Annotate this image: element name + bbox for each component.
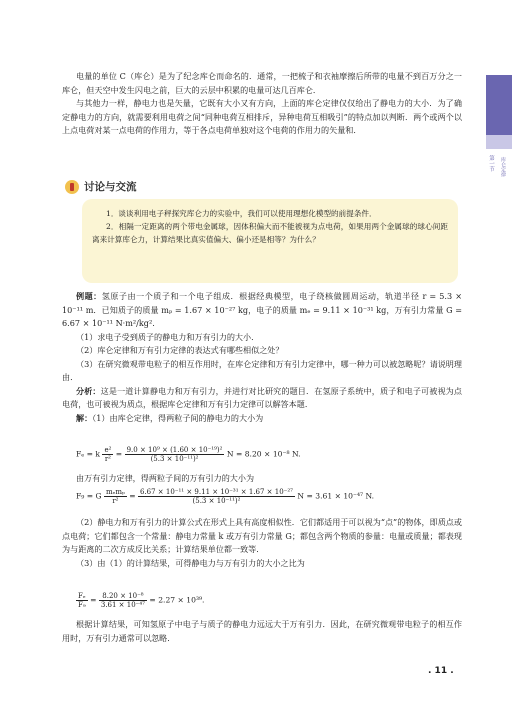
- gravitation-formula: F₉ = G $\frac{\text{mₑmₚ}}{\text{r²}}$ = $\frac{\text{6.67 × 10⁻¹¹ × 9.11 × 10⁻³¹ × 1.67 × 10⁻²⁷}}{\text{(5.3 × 10⁻¹¹)²}}$ N = 3.61 × 10⁻⁴⁷ N.: [76, 488, 375, 505]
- solution-step-1: [62, 412, 462, 426]
- example-section: [62, 290, 462, 425]
- fe-num-2: 9.0 × 10⁹ × (1.60 × 10⁻¹⁹)²: [126, 446, 223, 454]
- conclusion-block: [62, 618, 462, 645]
- fg-den-1: r²: [112, 497, 119, 505]
- fg-lhs: F₉ = G: [76, 491, 102, 501]
- analysis-text: 这是一道计算静电力和万有引力，并进行对比研究的题目．在氢原子系统中，质子和电子可被视为点电荷，也可被视为质点，根据库仑定律和万有引力定律可以解答本题．: [62, 385, 462, 409]
- fe-lhs: Fₑ = k: [76, 449, 101, 459]
- ratio-den-2: 3.61 × 10⁻⁴⁷: [100, 601, 145, 609]
- discussion-question-1: 1．谈谈利用电子秤探究库仑力的实验中，我们可以使用理想化模型的前提条件．: [106, 209, 377, 218]
- ratio-fraction-1: [76, 592, 88, 609]
- fe-result: N = 8.20 × 10⁻⁸ N.: [226, 449, 301, 459]
- chapter-tab-strip: [486, 135, 512, 149]
- side-title-label: 库仑定律: [500, 157, 506, 177]
- fe-den-1: r²: [104, 455, 111, 463]
- intro-paragraph-2: 与其他力一样，静电力也是矢量，它既有大小又有方向，上面的库仑定律仅仅给出了静电力的大小．为了确定静电力的方向，就需要利用电荷之间“同种电荷互相排斥，异种电荷互相吸引”的特点加以判断．两个或两个以上点电荷对某一点电荷的作用力，等于各点电荷单独对这个电荷的作用力的矢量和．: [62, 98, 462, 135]
- ratio-formula: $\frac{\text{Fₑ}}{\text{F₉}}$ = $\frac{\text{8.20 × 10⁻⁸}}{\text{3.61 × 10⁻⁴⁷}}$ = 2.27 × 10³⁹.: [78, 592, 205, 609]
- example-question-1: （1）求电子受到质子的静电力和万有引力的大小．: [76, 331, 260, 342]
- example-question-3: （3）在研究微观带电粒子的相互作用时，在库仑定律和万有引力定律中，哪一种力可以被忽略呢？请说明理由．: [62, 358, 462, 382]
- intro-paragraph-1: 电量的单位 C（库仑）是为了纪念库仑而命名的．通常，一把梳子和衣袖摩擦后所带的电量不到百万分之一库仑，但天空中发生闪电之前，巨大的云层中积累的电量可达几百库仑．: [62, 71, 462, 95]
- intro-section: [62, 70, 462, 138]
- solution-conclusion: 根据计算结果，可知氢原子中电子与质子的静电力远远大于万有引力．因此，在研究微观带电粒子的相互作用时，万有引力通常可以忽略．: [62, 619, 462, 643]
- analysis-paragraph: [62, 385, 462, 412]
- page-number: . 11 .: [428, 666, 454, 676]
- discussion-title: 讨论与交流: [84, 181, 137, 193]
- solution-step-2-block: [62, 472, 462, 486]
- fe-fraction-1: [102, 446, 113, 463]
- fe-fraction-2: [125, 446, 225, 463]
- fg-num-1: mₑmₚ: [106, 488, 125, 496]
- discussion-box: [62, 175, 464, 285]
- example-question-2: （2）库仑定律和万有引力定律的表达式有哪些相似之处？: [76, 345, 284, 355]
- example-paragraph: [62, 290, 462, 331]
- solution-step-1-text: （1）由库仑定律，得两粒子间的静电力的大小为: [92, 412, 264, 423]
- analysis-lead: 分析：: [76, 385, 101, 396]
- lightbulb-icon: [65, 180, 79, 194]
- fg-den-2: (5.3 × 10⁻¹¹)²: [192, 497, 241, 505]
- solution-step-2: 由万有引力定律，得两粒子间的万有引力的大小为: [76, 473, 255, 483]
- fg-num-2: 6.67 × 10⁻¹¹ × 9.11 × 10⁻³¹ × 1.67 × 10⁻²⁷: [140, 488, 293, 496]
- solution-step-3-block: [62, 516, 462, 570]
- side-section-label: 第一节: [488, 155, 494, 172]
- fg-fraction-1: [104, 488, 127, 505]
- discussion-question-2: 2．相隔一定距离的两个带电金属球，因体积偏大而不能被视为点电荷，如果用两个金属球的球心间距离来计算库仑力，计算结果比真实值偏大、偏小还是相等？为什么？: [92, 222, 448, 245]
- fg-result: N = 3.61 × 10⁻⁴⁷ N.: [297, 491, 375, 501]
- example-text: 氢原子由一个质子和一个电子组成．根据经典模型，电子绕核做圆周运动，轨道半径 r = 5.3 × 10⁻¹¹ m．已知质子的质量 mₚ = 1.67 × 10⁻²⁷ kg，电子的质量 mₑ = 9.11 × 10⁻³¹ kg，万有引力常量 G = 6.67 × 10⁻¹¹ N·m²/kg².: [62, 291, 462, 328]
- ratio-num-2: 8.20 × 10⁻⁸: [99, 592, 147, 601]
- ratio-result: = 2.27 × 10³⁹.: [149, 595, 205, 605]
- ratio-den-1: F₉: [78, 601, 86, 609]
- solution-lead: 解：: [76, 412, 93, 423]
- fg-fraction-2: [138, 488, 295, 505]
- ratio-num-1: Fₑ: [76, 592, 88, 601]
- solution-step-4: （3）由（1）的计算结果，可得静电力与万有引力的大小之比为: [76, 557, 305, 568]
- fe-den-2: (5.3 × 10⁻¹¹)²: [150, 455, 199, 463]
- fe-num-1: e²: [104, 446, 112, 454]
- example-lead: 例题：: [76, 291, 102, 301]
- discussion-content: [82, 199, 458, 283]
- coulomb-formula: Fₑ = k $\frac{\text{e²}}{\text{r²}}$ = $\frac{\text{9.0 × 10⁹ × (1.60 × 10⁻¹⁹)²}}{\text{(5.3 × 10⁻¹¹)²}}$ N = 8.20 × 10⁻⁸ N.: [76, 446, 301, 463]
- chapter-tab: [486, 75, 512, 135]
- solution-step-3: （2）静电力和万有引力的计算公式在形式上具有高度相似性．它们都适用于可以视为“点”的物体，即质点或点电荷；它们都包含一个常量：静电力常量 k 或万有引力常量 G；都包含两个物质的参量：电量或质量；都表现为与距离的二次方成反比关系；计算结果单位都一致等．: [62, 517, 462, 554]
- ratio-fraction-2: [99, 592, 147, 609]
